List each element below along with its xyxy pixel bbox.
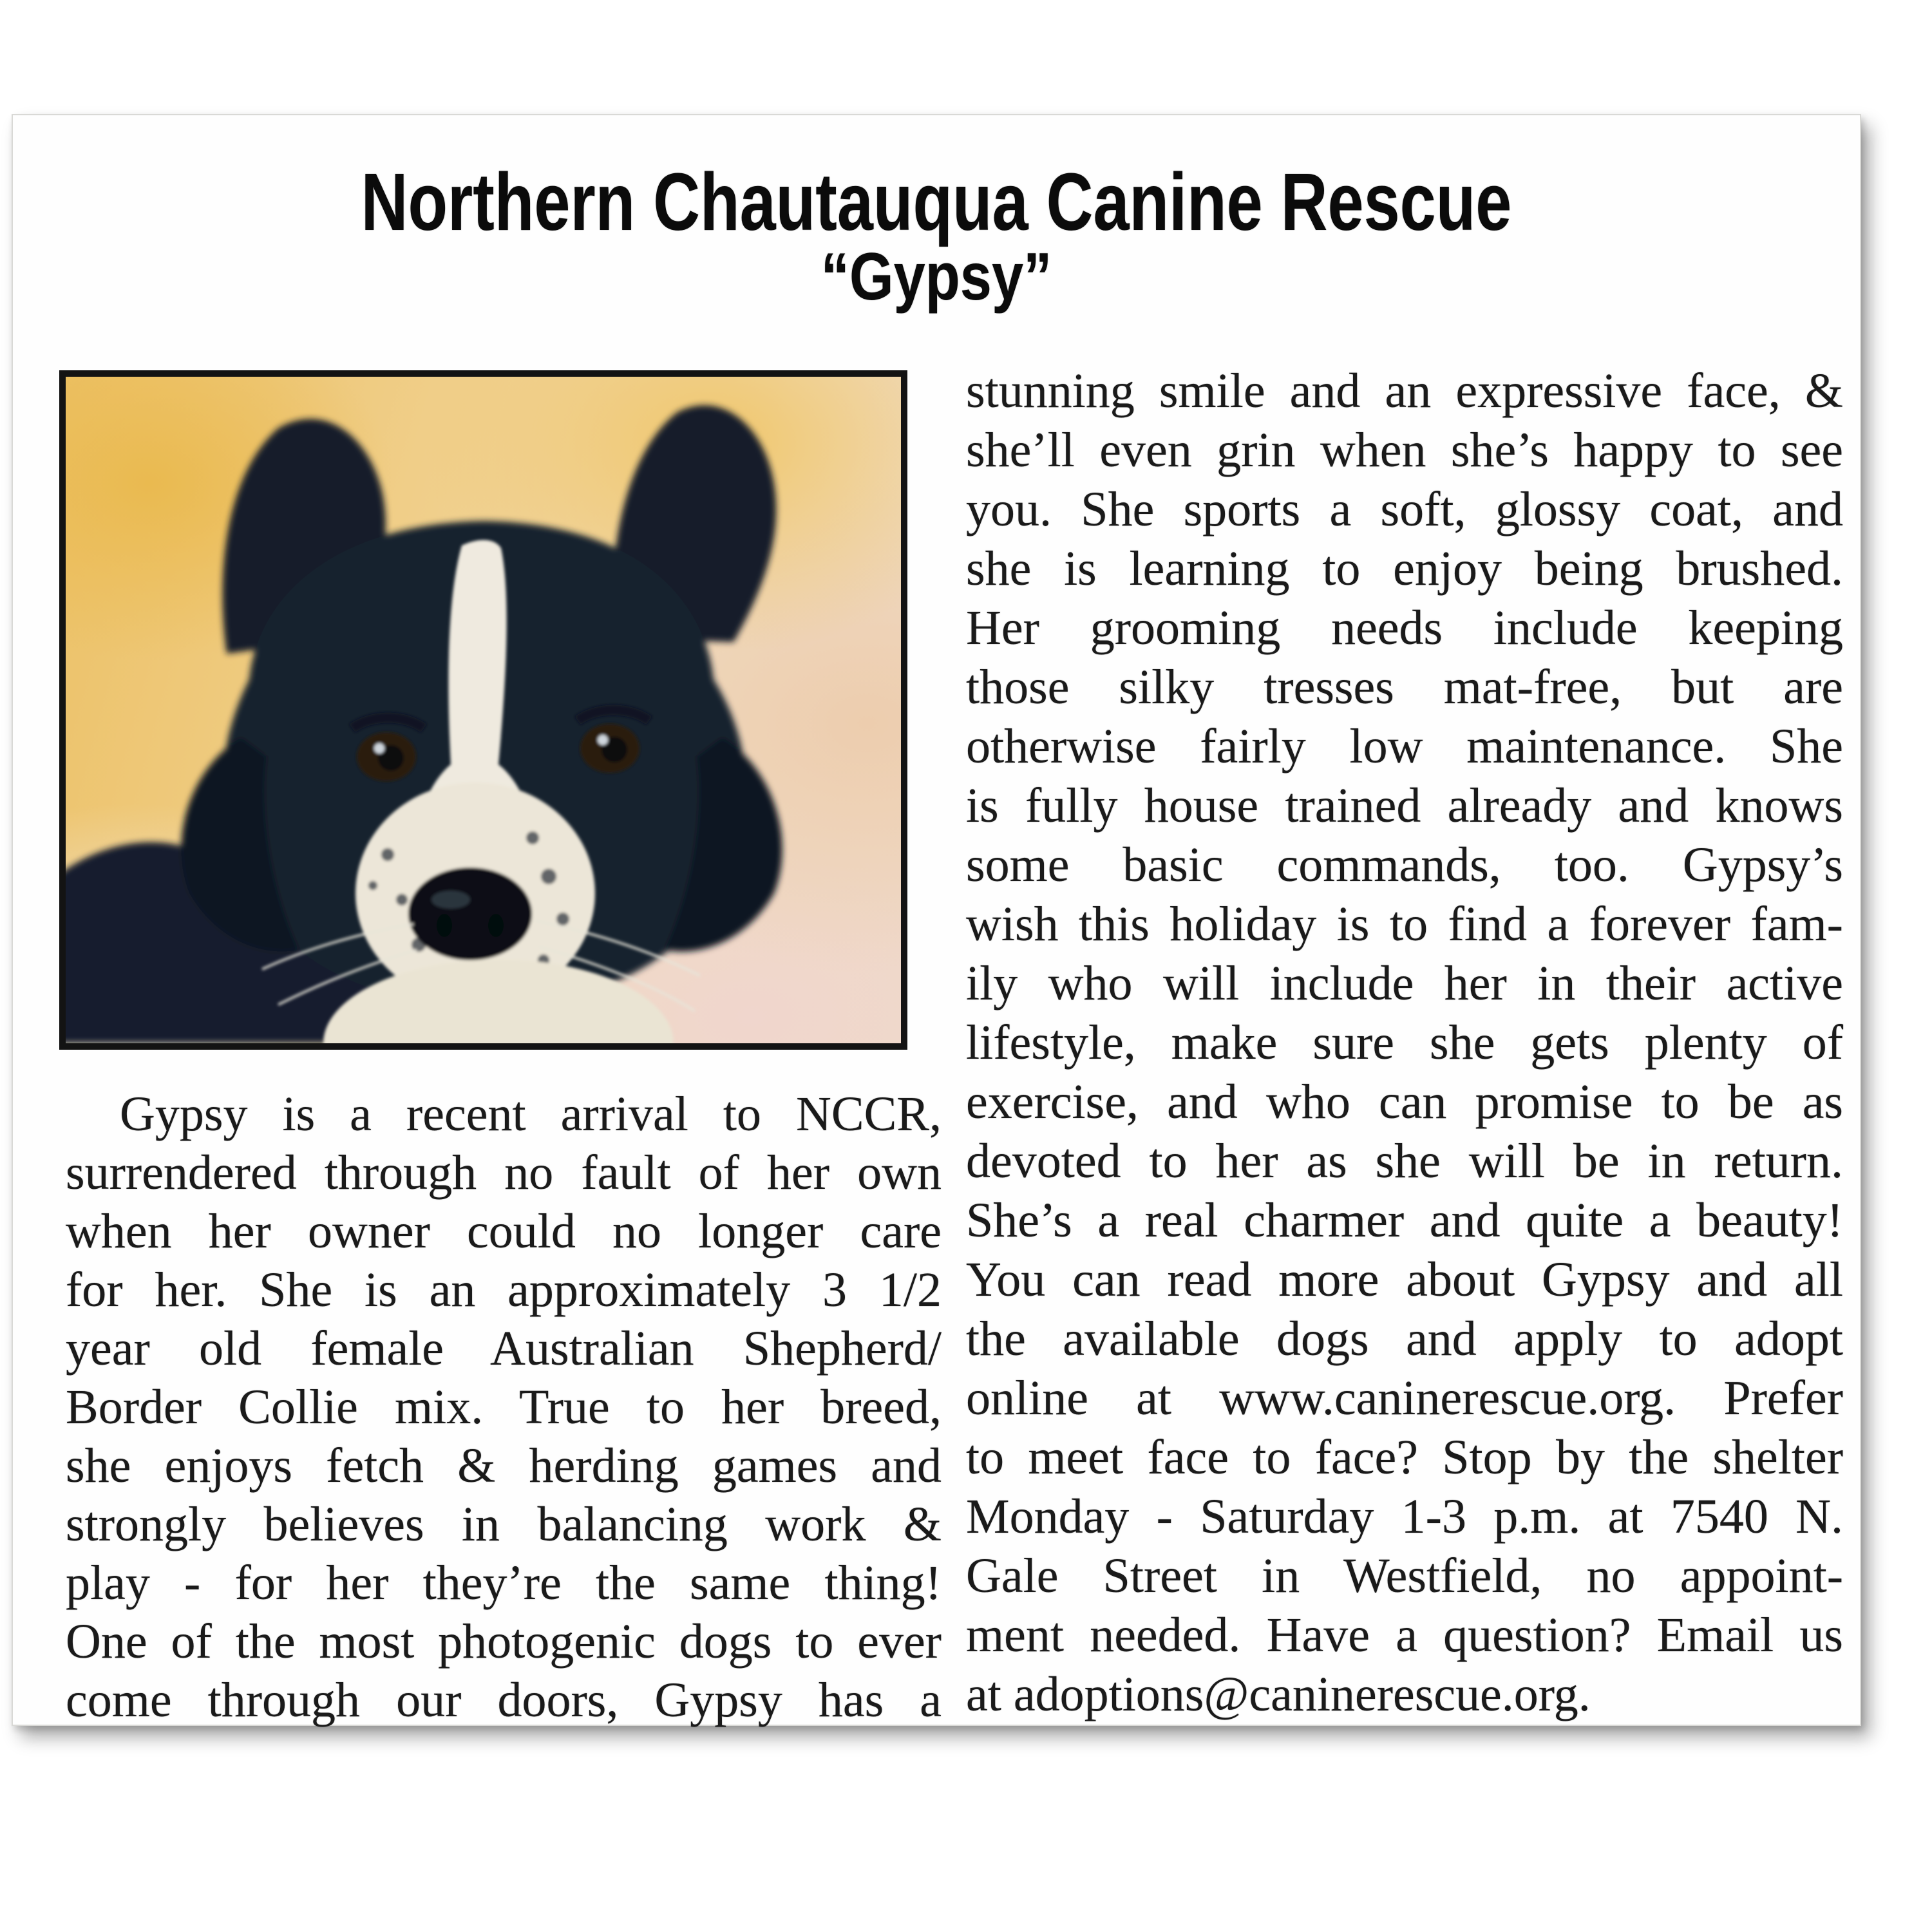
- text-line: to meet face to face? Stop by the shelter: [966, 1430, 1843, 1484]
- text-line: play - for her they’re the same thing!: [66, 1556, 942, 1610]
- text-line: surrendered through no fault of her own: [66, 1146, 942, 1200]
- dog-nose: [408, 867, 532, 960]
- text-line: is fully house trained already and knows: [966, 779, 1843, 833]
- dog-name-subtitle: “Gypsy”: [820, 240, 1052, 314]
- dog-illustration: [66, 377, 901, 1043]
- text-line: strongly believes in balancing work &: [66, 1497, 942, 1551]
- left-column: [66, 1085, 942, 1730]
- text-line: Her grooming needs include keeping: [966, 601, 1843, 655]
- text-line: she enjoys fetch & herding games and: [66, 1439, 942, 1493]
- text-line: year old female Australian Shepherd/: [66, 1321, 942, 1376]
- headline: Northern Chautauqua Canine Rescue: [361, 156, 1512, 247]
- text-line: the available dogs and apply to adopt: [966, 1312, 1843, 1366]
- text-line: Border Collie mix. True to her breed,: [66, 1380, 942, 1434]
- text-line: when her owner could no longer care: [66, 1204, 942, 1258]
- text-line: ily who will include her in their active: [966, 956, 1843, 1010]
- dog-right-eye: [580, 724, 639, 773]
- text-line: exercise, and who can promise to be as: [966, 1075, 1843, 1129]
- text-line: she’ll even grin when she’s happy to see: [966, 423, 1843, 477]
- text-line: you. She sports a soft, glossy coat, and: [966, 482, 1843, 536]
- text-line: online at www.caninerescue.org. Prefer: [966, 1371, 1843, 1425]
- text-line: One of the most photogenic dogs to ever: [66, 1615, 942, 1669]
- text-line: come through our doors, Gypsy has a: [66, 1673, 942, 1727]
- text-line: Monday - Saturday 1-3 p.m. at 7540 N.: [966, 1490, 1843, 1544]
- text-line: stunning smile and an expressive face, &: [966, 364, 1843, 418]
- text-line: ment needed. Have a question? Email us: [966, 1608, 1843, 1662]
- newspaper-clipping: [12, 114, 1861, 1726]
- text-line: You can read more about Gypsy and all: [966, 1253, 1843, 1307]
- text-line: Gypsy is a recent arrival to NCCR,: [120, 1087, 942, 1141]
- text-line: otherwise fairly low maintenance. She: [966, 719, 1843, 773]
- right-column: [966, 361, 1843, 1724]
- text-line: for her. She is an approximately 3 1/2: [66, 1263, 942, 1317]
- text-line: at adoptions@caninerescue.org.: [966, 1667, 1591, 1721]
- text-line: devoted to her as she will be in return.: [966, 1134, 1843, 1188]
- dog-photo: [59, 370, 907, 1050]
- text-line: lifestyle, make sure she gets plenty of: [966, 1016, 1843, 1070]
- dog-left-eye: [357, 732, 416, 781]
- text-line: wish this holiday is to find a forever fam-: [966, 897, 1843, 951]
- text-line: she is learning to enjoy being brushed.: [966, 542, 1843, 596]
- text-line: Gale Street in Westfield, no appoint-: [966, 1549, 1843, 1603]
- text-line: some basic commands, too. Gypsy’s: [966, 838, 1843, 892]
- text-line: those silky tresses mat-free, but are: [966, 660, 1843, 714]
- text-line: She’s a real charmer and quite a beauty!: [966, 1193, 1843, 1247]
